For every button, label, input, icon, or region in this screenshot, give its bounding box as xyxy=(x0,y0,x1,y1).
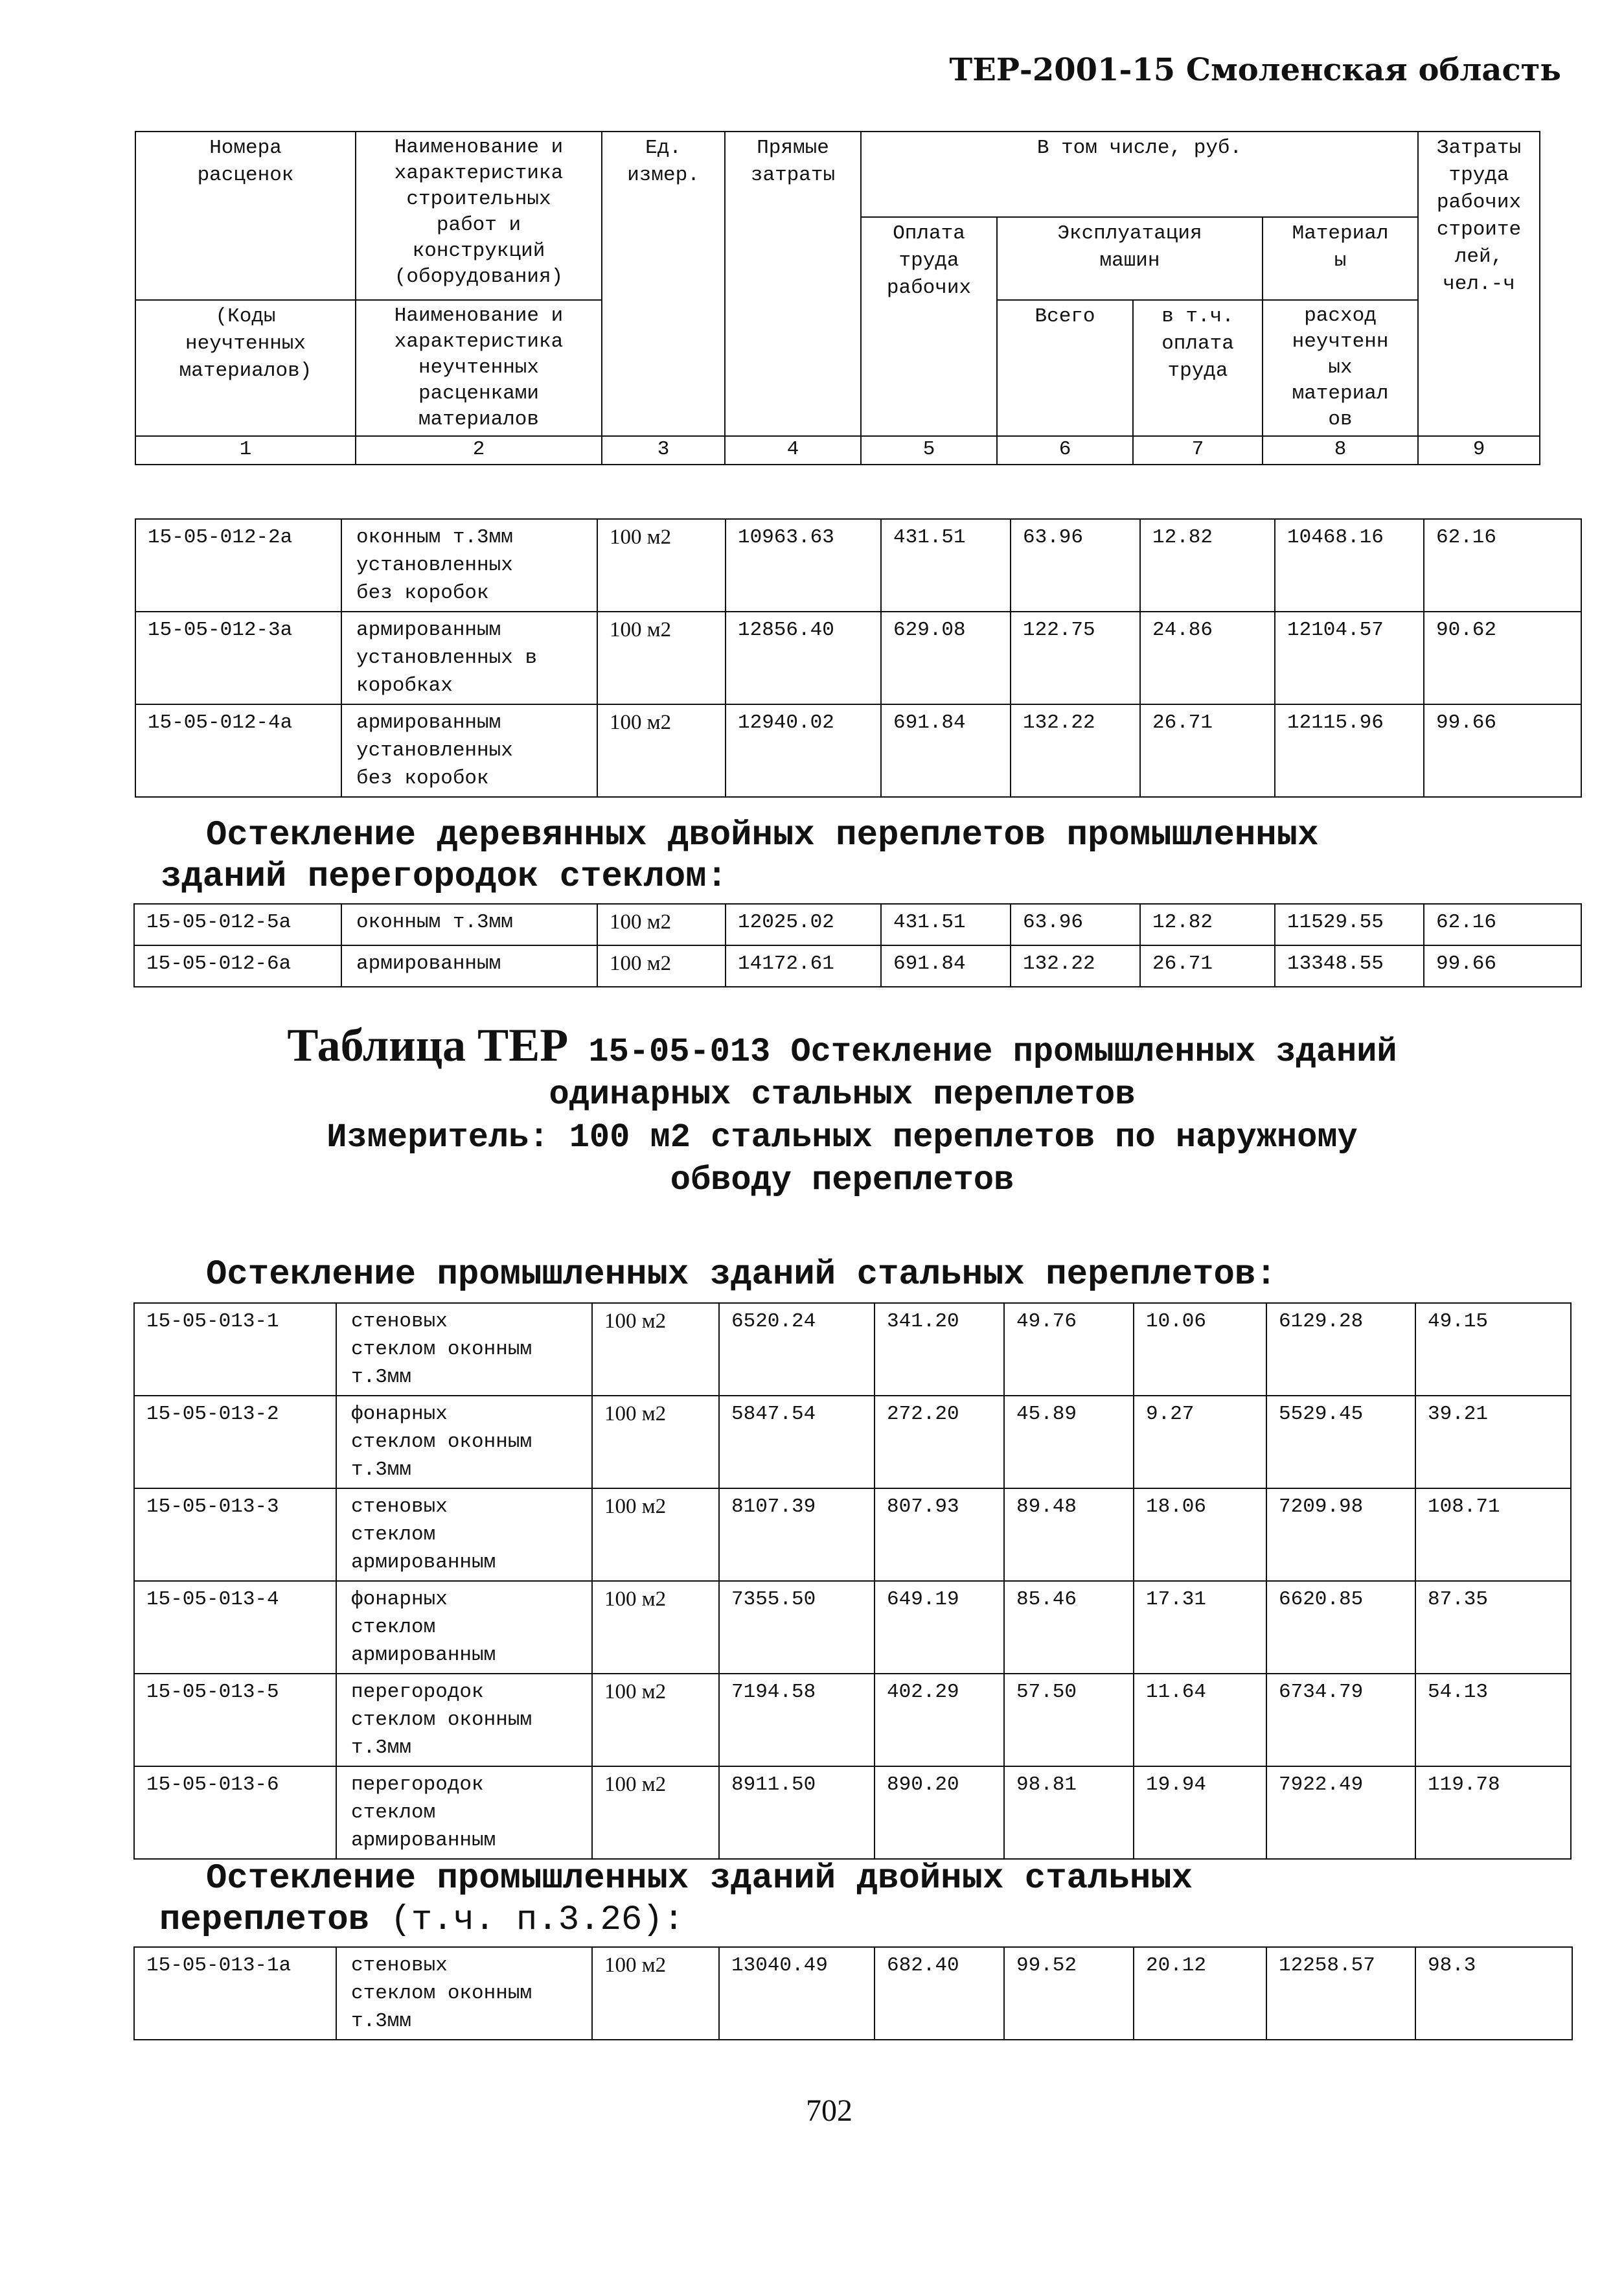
machines-cost: 132.22 xyxy=(1011,945,1140,987)
machines-labor-cost: 10.06 xyxy=(1134,1303,1266,1396)
machines-cost: 98.81 xyxy=(1004,1766,1134,1859)
table-caption xyxy=(130,1019,1555,1202)
unit-of-measure: 100 м2 xyxy=(597,904,726,945)
labor-cost: 807.93 xyxy=(875,1488,1004,1581)
rate-code: 15-05-012-6а xyxy=(134,945,341,987)
labor-cost: 431.51 xyxy=(881,904,1011,945)
col-group-header: В том числе, руб. xyxy=(861,132,1418,217)
materials-cost: 6734.79 xyxy=(1266,1674,1415,1766)
machines-labor-cost: 12.82 xyxy=(1140,519,1275,612)
machines-labor-cost: 12.82 xyxy=(1140,904,1275,945)
rate-code: 15-05-012-3а xyxy=(135,612,341,704)
direct-costs: 12025.02 xyxy=(726,904,881,945)
labor-cost: 431.51 xyxy=(881,519,1011,612)
col-number-9: 9 xyxy=(1418,436,1540,465)
direct-costs: 13040.49 xyxy=(719,1947,875,2040)
work-description: армированным установленных без коробок xyxy=(341,704,597,797)
machines-labor-cost: 18.06 xyxy=(1134,1488,1266,1581)
work-description: армированным установленных в коробках xyxy=(341,612,597,704)
rate-code: 15-05-013-1 xyxy=(134,1303,336,1396)
labor-hours: 99.66 xyxy=(1424,945,1581,987)
unit-of-measure: 100 м2 xyxy=(592,1303,719,1396)
materials-cost: 13348.55 xyxy=(1275,945,1424,987)
col-machines-total-header: Всего xyxy=(997,300,1133,436)
section-title-bold: переплетов xyxy=(159,1900,370,1940)
labor-hours: 62.16 xyxy=(1424,904,1581,945)
machines-cost: 85.46 xyxy=(1004,1581,1134,1674)
work-description: оконным т.3мм установленных без коробок xyxy=(341,519,597,612)
work-description: перегородок стеклом оконным т.3мм xyxy=(336,1674,592,1766)
materials-cost: 11529.55 xyxy=(1275,904,1424,945)
machines-cost: 45.89 xyxy=(1004,1396,1134,1488)
labor-cost: 691.84 xyxy=(881,945,1011,987)
labor-cost: 649.19 xyxy=(875,1581,1004,1674)
materials-cost: 12258.57 xyxy=(1266,1947,1415,2040)
section-title-steel-double xyxy=(159,1858,1584,1941)
col-number-4: 4 xyxy=(725,436,861,465)
work-description: перегородок стеклом армированным xyxy=(336,1766,592,1859)
labor-cost: 341.20 xyxy=(875,1303,1004,1396)
table-row xyxy=(134,1947,1572,2040)
unit-of-measure: 100 м2 xyxy=(597,612,726,704)
direct-costs: 12940.02 xyxy=(726,704,881,797)
table-row xyxy=(135,612,1581,704)
section-title-note: (т.ч. п.3.26): xyxy=(369,1900,685,1940)
table-row xyxy=(134,1396,1571,1488)
table-measure: Измеритель: 100 м2 стальных переплетов по наружному xyxy=(326,1118,1358,1157)
materials-cost: 6620.85 xyxy=(1266,1581,1415,1674)
col-number-6: 6 xyxy=(997,436,1133,465)
col-code-sub-header: (Коды неучтенных материалов) xyxy=(135,300,356,436)
direct-costs: 10963.63 xyxy=(726,519,881,612)
col-number-5: 5 xyxy=(861,436,997,465)
col-number-8: 8 xyxy=(1263,436,1418,465)
table-row xyxy=(134,1303,1571,1396)
unit-of-measure: 100 м2 xyxy=(592,1674,719,1766)
table-row xyxy=(134,945,1581,987)
labor-hours: 62.16 xyxy=(1424,519,1581,612)
table-row xyxy=(134,904,1581,945)
col-direct-header: Прямые затраты xyxy=(725,132,861,436)
table-row xyxy=(134,1674,1571,1766)
running-header: ТЕР-2001-15 Смоленская область xyxy=(949,52,1561,88)
machines-labor-cost: 19.94 xyxy=(1134,1766,1266,1859)
direct-costs: 8107.39 xyxy=(719,1488,875,1581)
col-materials-header: Материал ы xyxy=(1263,217,1418,300)
labor-hours: 99.66 xyxy=(1424,704,1581,797)
rate-code: 15-05-013-2 xyxy=(134,1396,336,1488)
unit-of-measure: 100 м2 xyxy=(592,1766,719,1859)
machines-cost: 63.96 xyxy=(1011,519,1140,612)
unit-of-measure: 100 м2 xyxy=(592,1396,719,1488)
materials-cost: 7209.98 xyxy=(1266,1488,1415,1581)
col-materials-sub-header: расход неучтенн ых материал ов xyxy=(1263,300,1418,436)
unit-of-measure: 100 м2 xyxy=(592,1581,719,1674)
labor-cost: 272.20 xyxy=(875,1396,1004,1488)
labor-hours: 39.21 xyxy=(1415,1396,1571,1488)
machines-cost: 122.75 xyxy=(1011,612,1140,704)
rate-code: 15-05-013-4 xyxy=(134,1581,336,1674)
section-title-line: Остекление деревянных двойных переплетов промышленных xyxy=(206,816,1319,855)
work-description: стеновых стеклом армированным xyxy=(336,1488,592,1581)
materials-cost: 7922.49 xyxy=(1266,1766,1415,1859)
col-code-header: Номера расценок xyxy=(135,132,356,217)
labor-hours: 87.35 xyxy=(1415,1581,1571,1674)
table-row xyxy=(134,1581,1571,1674)
machines-labor-cost: 26.71 xyxy=(1140,945,1275,987)
section-title-line xyxy=(159,1900,1584,1941)
rates-table-b xyxy=(133,903,1582,987)
labor-hours: 90.62 xyxy=(1424,612,1581,704)
work-description: стеновых стеклом оконным т.3мм xyxy=(336,1947,592,2040)
direct-costs: 6520.24 xyxy=(719,1303,875,1396)
col-machines-group-header: Эксплуатация машин xyxy=(997,217,1263,300)
labor-hours: 98.3 xyxy=(1415,1947,1572,2040)
materials-cost: 6129.28 xyxy=(1266,1303,1415,1396)
section-title-line: зданий перегородок стеклом: xyxy=(161,857,727,897)
machines-labor-cost: 17.31 xyxy=(1134,1581,1266,1674)
col-number-3: 3 xyxy=(602,436,725,465)
rate-code: 15-05-013-5 xyxy=(134,1674,336,1766)
unit-of-measure: 100 м2 xyxy=(592,1947,719,2040)
unit-of-measure: 100 м2 xyxy=(597,945,726,987)
rate-code: 15-05-012-5а xyxy=(134,904,341,945)
unit-of-measure: 100 м2 xyxy=(597,704,726,797)
machines-labor-cost: 26.71 xyxy=(1140,704,1275,797)
materials-cost: 5529.45 xyxy=(1266,1396,1415,1488)
machines-cost: 89.48 xyxy=(1004,1488,1134,1581)
rate-code: 15-05-012-2а xyxy=(135,519,341,612)
direct-costs: 14172.61 xyxy=(726,945,881,987)
materials-cost: 10468.16 xyxy=(1275,519,1424,612)
direct-costs: 7194.58 xyxy=(719,1674,875,1766)
unit-of-measure: 100 м2 xyxy=(592,1488,719,1581)
machines-cost: 132.22 xyxy=(1011,704,1140,797)
col-unit-header: Ед. измер. xyxy=(602,132,725,436)
table-measure-cont: обводу переплетов xyxy=(670,1161,1014,1199)
rate-code: 15-05-013-3 xyxy=(134,1488,336,1581)
section-title-line: Остекление промышленных зданий стальных переплетов: xyxy=(206,1255,1277,1295)
table-label: Таблица ТЕР xyxy=(287,1019,569,1071)
table-row xyxy=(135,519,1581,612)
direct-costs: 7355.50 xyxy=(719,1581,875,1674)
labor-cost: 682.40 xyxy=(875,1947,1004,2040)
machines-labor-cost: 9.27 xyxy=(1134,1396,1266,1488)
col-hours-header: Затраты труда рабочих строите лей, чел.-ч xyxy=(1418,132,1540,436)
work-description: стеновых стеклом оконным т.3мм xyxy=(336,1303,592,1396)
work-description: армированным xyxy=(341,945,597,987)
labor-hours: 54.13 xyxy=(1415,1674,1571,1766)
col-code-spacer xyxy=(135,217,356,300)
machines-labor-cost: 11.64 xyxy=(1134,1674,1266,1766)
table-caption-line: одинарных стальных переплетов xyxy=(549,1076,1136,1114)
machines-cost: 63.96 xyxy=(1011,904,1140,945)
labor-hours: 119.78 xyxy=(1415,1766,1571,1859)
table-row xyxy=(134,1766,1571,1859)
table-row xyxy=(134,1488,1571,1581)
machines-cost: 57.50 xyxy=(1004,1674,1134,1766)
col-number-1: 1 xyxy=(135,436,356,465)
rate-code: 15-05-013-6 xyxy=(134,1766,336,1859)
rate-code: 15-05-013-1а xyxy=(134,1947,336,2040)
col-labor-header: Оплата труда рабочих xyxy=(861,217,997,436)
section-title-line: Остекление промышленных зданий двойных стальных xyxy=(206,1859,1193,1898)
rates-table-a xyxy=(135,518,1582,798)
work-description: оконным т.3мм xyxy=(341,904,597,945)
direct-costs: 12856.40 xyxy=(726,612,881,704)
direct-costs: 8911.50 xyxy=(719,1766,875,1859)
rates-table-d xyxy=(133,1946,1573,2040)
section-title-steel-single xyxy=(206,1254,1599,1296)
machines-labor-cost: 20.12 xyxy=(1134,1947,1266,2040)
table-title: 15-05-013 Остекление промышленных зданий xyxy=(568,1033,1397,1071)
col-name-header: Наименование и характеристика строительных работ и конструкций (оборудования) xyxy=(356,132,602,300)
page-number: 702 xyxy=(806,2094,852,2128)
direct-costs: 5847.54 xyxy=(719,1396,875,1488)
col-name-sub-header: Наименование и характеристика неучтенных расценками материалов xyxy=(356,300,602,436)
machines-cost: 49.76 xyxy=(1004,1303,1134,1396)
col-number-7: 7 xyxy=(1133,436,1263,465)
materials-cost: 12115.96 xyxy=(1275,704,1424,797)
rates-table-c xyxy=(133,1302,1572,1860)
materials-cost: 12104.57 xyxy=(1275,612,1424,704)
machines-cost: 99.52 xyxy=(1004,1947,1134,2040)
labor-cost: 402.29 xyxy=(875,1674,1004,1766)
labor-cost: 629.08 xyxy=(881,612,1011,704)
labor-hours: 108.71 xyxy=(1415,1488,1571,1581)
column-header-table xyxy=(135,131,1540,465)
work-description: фонарных стеклом армированным xyxy=(336,1581,592,1674)
labor-cost: 890.20 xyxy=(875,1766,1004,1859)
section-title-wooden-double xyxy=(161,815,1599,898)
labor-hours: 49.15 xyxy=(1415,1303,1571,1396)
table-row xyxy=(135,704,1581,797)
col-number-2: 2 xyxy=(356,436,602,465)
machines-labor-cost: 24.86 xyxy=(1140,612,1275,704)
labor-cost: 691.84 xyxy=(881,704,1011,797)
col-machines-labor-header: в т.ч. оплата труда xyxy=(1133,300,1263,436)
rate-code: 15-05-012-4а xyxy=(135,704,341,797)
unit-of-measure: 100 м2 xyxy=(597,519,726,612)
table-caption-line xyxy=(130,1019,1555,1074)
work-description: фонарных стеклом оконным т.3мм xyxy=(336,1396,592,1488)
